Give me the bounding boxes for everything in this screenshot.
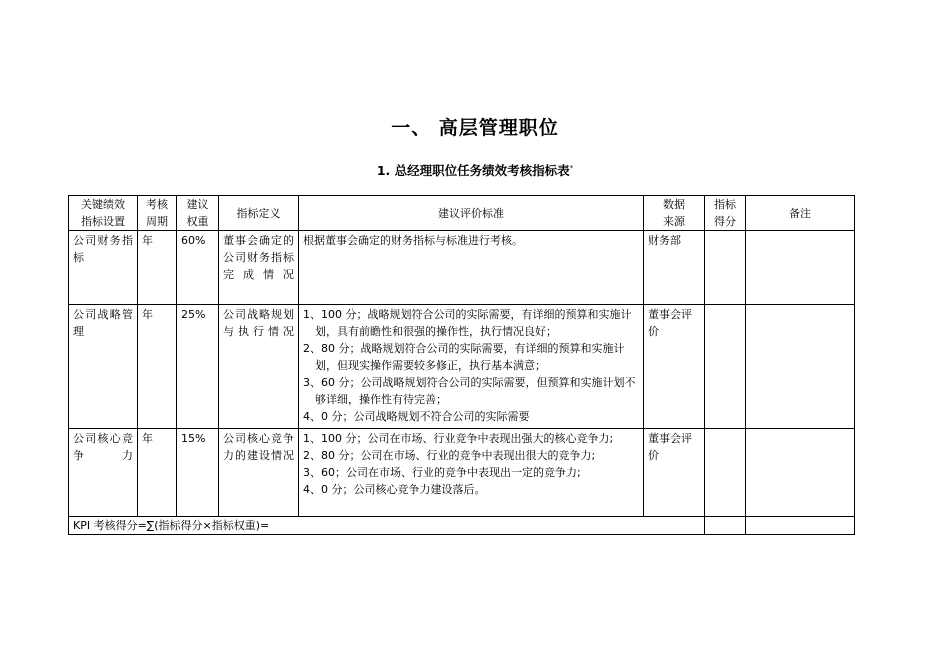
cell-period: 年 bbox=[138, 429, 177, 517]
criteria-line: 根据董事会确定的财务指标与标准进行考核。 bbox=[303, 234, 523, 247]
table-row bbox=[69, 305, 855, 429]
col-header-source: 数据 来源 bbox=[644, 196, 705, 231]
header-row bbox=[69, 196, 855, 231]
col-header-period: 考核 周期 bbox=[138, 196, 177, 231]
col-header-definition: 指标定义 bbox=[219, 196, 299, 231]
cell-weight: 60% bbox=[177, 231, 219, 305]
cell-definition: 公司核心竞争力的建设情况 bbox=[219, 429, 299, 517]
cell-remark bbox=[746, 429, 855, 517]
criteria-line: 1、100 分；战略规划符合公司的实际需要，有详细的预算和实施计划，具有前瞻性和很强的操作性，执行情况良好； bbox=[303, 308, 632, 338]
cell-criteria bbox=[299, 305, 644, 429]
criteria-line: 2、80 分；公司在市场、行业的竞争中表现出很大的竞争力; bbox=[303, 449, 596, 462]
cell-definition: 董事会确定的公司财务指标完成情况 bbox=[219, 231, 299, 305]
cell-source: 董事会评价 bbox=[644, 305, 705, 429]
criteria-line: 2、80 分；战略规划符合公司的实际需要，有详细的预算和实施计划，但现实操作需要较多修正，执行基本满意； bbox=[303, 342, 625, 372]
cell-indicator: 公司核心竞争力 bbox=[69, 429, 138, 517]
footer-row bbox=[69, 517, 855, 535]
cell-indicator: 公司战略管理 bbox=[69, 305, 138, 429]
cell-period: 年 bbox=[138, 305, 177, 429]
criteria-line: 1、100 分；公司在市场、行业竞争中表现出强大的核心竞争力; bbox=[303, 432, 614, 445]
cell-score bbox=[705, 305, 746, 429]
footer-remark-cell bbox=[746, 517, 855, 535]
cell-remark bbox=[746, 231, 855, 305]
cell-definition: 公司战略规划与执行情况 bbox=[219, 305, 299, 429]
section-heading: 一、 高层管理职位 bbox=[391, 117, 559, 139]
cell-score bbox=[705, 231, 746, 305]
cell-score bbox=[705, 429, 746, 517]
criteria-line: 3、60；公司在市场、行业的竞争中表现出一定的竞争力; bbox=[303, 466, 581, 479]
criteria-line: 4、0 分；公司战略规划不符合公司的实际需要 bbox=[303, 410, 530, 423]
cell-remark bbox=[746, 305, 855, 429]
col-header-score: 指标 得分 bbox=[705, 196, 746, 231]
criteria-line: 3、60 分；公司战略规划符合公司的实际需要，但预算和实施计划不够详细，操作性有待完善； bbox=[303, 376, 636, 406]
kpi-table bbox=[68, 195, 855, 535]
col-header-weight: 建议 权重 bbox=[177, 196, 219, 231]
cell-indicator: 公司财务指标 bbox=[69, 231, 138, 305]
footer-score-cell bbox=[705, 517, 746, 535]
cell-criteria bbox=[299, 429, 644, 517]
cell-weight: 15% bbox=[177, 429, 219, 517]
criteria-line: 4、0 分；公司核心竞争力建设落后。 bbox=[303, 483, 486, 496]
col-header-criteria: 建议评价标准 bbox=[299, 196, 644, 231]
cell-source: 董事会评价 bbox=[644, 429, 705, 517]
table-title bbox=[0, 161, 950, 179]
cell-period: 年 bbox=[138, 231, 177, 305]
col-header-remark: 备注 bbox=[746, 196, 855, 231]
col-header-indicator: 关键绩效 指标设置 bbox=[69, 196, 138, 231]
kpi-score-formula: KPI 考核得分=∑(指标得分×指标权重)= bbox=[69, 517, 705, 535]
cell-criteria bbox=[299, 231, 644, 305]
cell-source: 财务部 bbox=[644, 231, 705, 305]
cell-weight: 25% bbox=[177, 305, 219, 429]
table-row bbox=[69, 231, 855, 305]
footnote-mark: * bbox=[569, 163, 574, 172]
table-row bbox=[69, 429, 855, 517]
table-title-text: 1. 总经理职位任务绩效考核指标表 bbox=[376, 163, 570, 178]
